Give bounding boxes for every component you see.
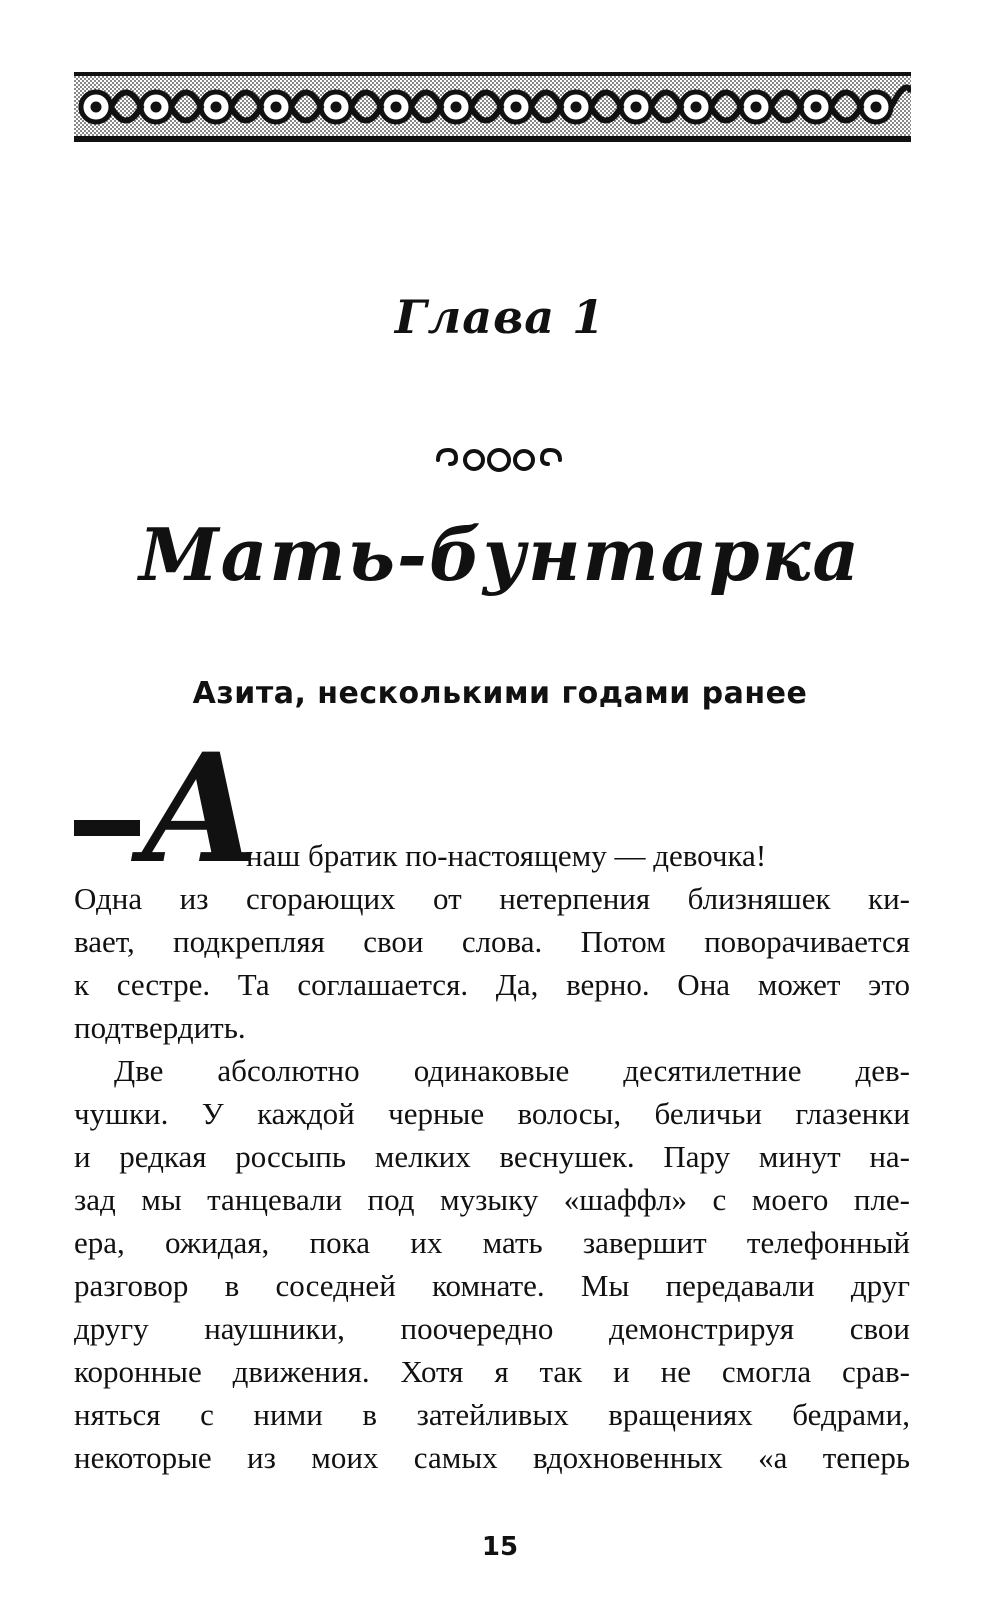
chapter-title: Мать-бунтарка <box>138 512 862 597</box>
body-line: коронные движения. Хотя я так и не смогла срав- <box>74 1354 910 1389</box>
body-line: другу наушники, поочередно демонстрируя свои <box>74 1311 910 1346</box>
body-line: и редкая россыпь мелких веснушек. Пару минут на- <box>74 1139 910 1174</box>
body-line: к сестре. Та соглашается. Да, верно. Она может это <box>74 967 910 1002</box>
body-line: наш братик по-настоящему — девочка! <box>246 838 767 873</box>
scroll-divider-ornament <box>434 446 564 472</box>
ornamental-border <box>74 72 911 142</box>
drop-cap <box>74 721 263 897</box>
drop-cap-dash <box>74 820 140 836</box>
drop-cap-letter: А <box>140 721 263 897</box>
body-line: чушки. У каждой черные волосы, беличьи глазенки <box>74 1096 910 1131</box>
body-line: Одна из сгорающих от нетерпения близняшек ки- <box>74 881 910 916</box>
body-line: Две абсолютно одинаковые десятилетние дев- <box>114 1053 910 1088</box>
chapter-label: Глава 1 <box>394 290 606 344</box>
body-line: ера, ожидая, пока их мать завершит телефонный <box>74 1225 910 1260</box>
body-line: разговор в соседней комнате. Мы передавали друг <box>74 1268 910 1303</box>
body-line: некоторые из моих самых вдохновенных «а теперь <box>74 1440 910 1475</box>
page-number: 15 <box>481 1532 519 1562</box>
chapter-subtitle: Азита, несколькими годами ранее <box>192 676 808 711</box>
body-line: зад мы танцевали под музыку «шаффл» с моего пле- <box>74 1182 910 1217</box>
body-line: подтвердить. <box>74 1010 246 1045</box>
body-line: вает, подкрепляя свои слова. Потом поворачивается <box>74 924 910 959</box>
body-line: няться с ними в затейливых вращениях бедрами, <box>74 1397 910 1432</box>
